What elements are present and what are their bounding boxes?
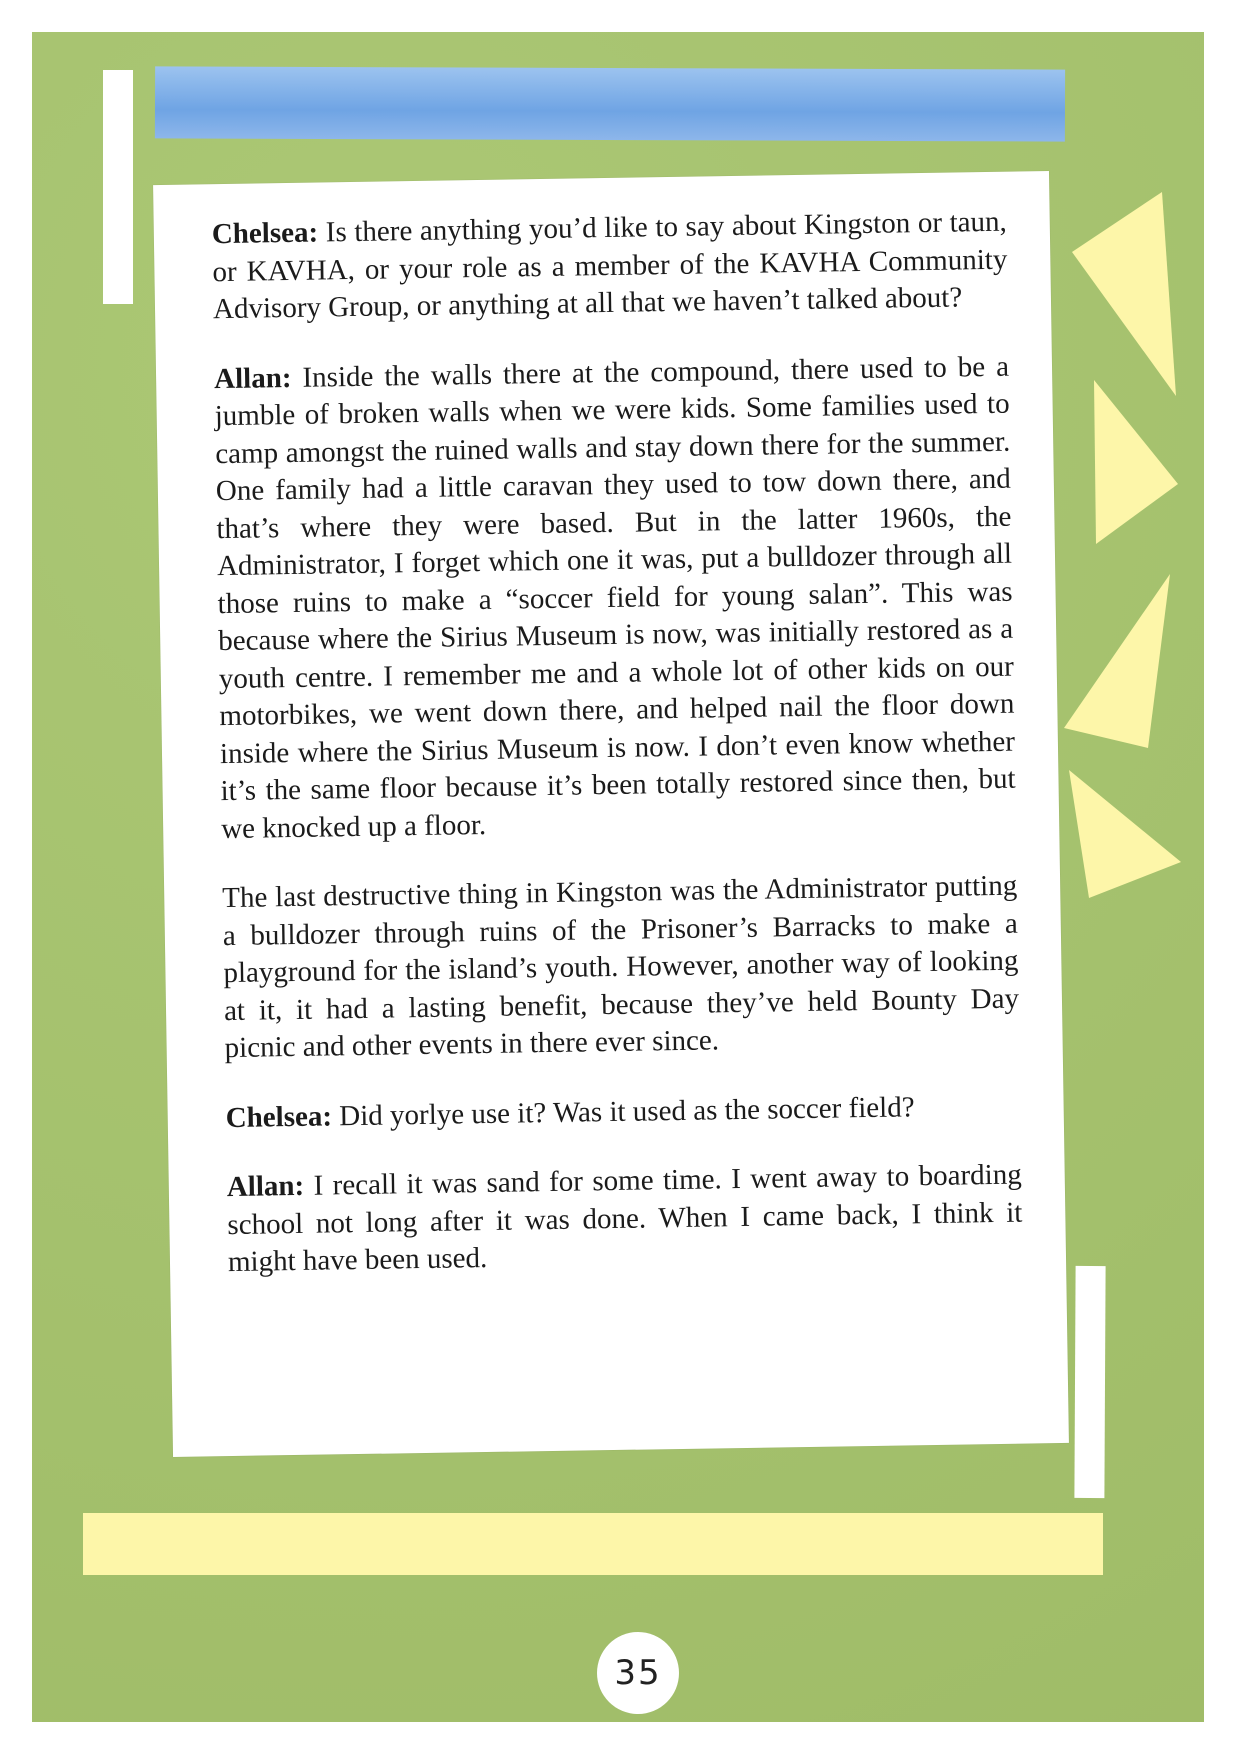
interview-paragraph: [225, 1087, 1020, 1137]
page-number-badge: [597, 1632, 679, 1714]
speaker-name: Allan:: [213, 361, 292, 395]
interview-paragraph: [227, 1157, 1024, 1282]
page-number: 35: [614, 1653, 662, 1693]
paragraph-text: Inside the walls there at the compound, there used to be a jumble of broken walls when we were kids. Some families used to camp amongst the ruined walls and stay down there for the summer. One family had a little caravan they used to tow down there, and that’s where they were based. But in the latter 1960s, the Administrator, I forget which one it was, put a bulldozer through all those ruins to make a “soccer field for young salan”. This was because where the Sirius Museum is now, was initially restored as a youth centre. I remember me and a whole lot of other kids on our motorbikes, we went down there, and helped nail the floor down inside where the Sirius Museum is now. I don’t even know whether it’s the same floor because it’s been totally restored since then, but we knocked up a floor.: [214, 350, 1016, 845]
speaker-name: Chelsea:: [225, 1099, 333, 1134]
interview-text-card: [153, 171, 1069, 1457]
yellow-triangle-decoration: [1092, 378, 1182, 548]
paragraph-text: The last destructive thing in Kingston was the Administrator putting a bulldozer through ruins of the Prisoner’s Barracks to make a playground for the island’s youth. However, another way of looking at it, it had a lasting benefit, because they’ve held Bounty Day picnic and other events in there ever since.: [222, 869, 1020, 1065]
interview-paragraph: [214, 348, 1017, 848]
yellow-paper-strip: [83, 1513, 1103, 1575]
interview-paragraph: [212, 204, 1009, 329]
speaker-name: Allan:: [226, 1169, 305, 1204]
paragraph-text: I recall it was sand for some time. I went away to boarding school not long after it was done. When I came back, I think it might have been used.: [227, 1158, 1023, 1279]
paragraph-text: Is there anything you’d like to say about Kingston or taun, or KAVHA, or your role as a member of the KAVHA Community Advisory Group, or anything at all that we haven’t talked about?: [212, 205, 1008, 326]
paragraph-text: Did yorlye use it? Was it used as the soccer field?: [339, 1090, 915, 1132]
white-paper-strip-right: [1074, 1266, 1105, 1498]
speaker-name: Chelsea:: [211, 216, 319, 251]
interview-transcript: [212, 204, 1024, 1314]
yellow-triangle-decoration: [1070, 190, 1180, 400]
yellow-triangle-decoration: [1060, 572, 1180, 752]
white-paper-strip-left: [103, 70, 133, 304]
interview-paragraph: [222, 868, 1020, 1068]
yellow-triangle-decoration: [1067, 768, 1187, 903]
blue-paper-strip: [155, 66, 1065, 141]
